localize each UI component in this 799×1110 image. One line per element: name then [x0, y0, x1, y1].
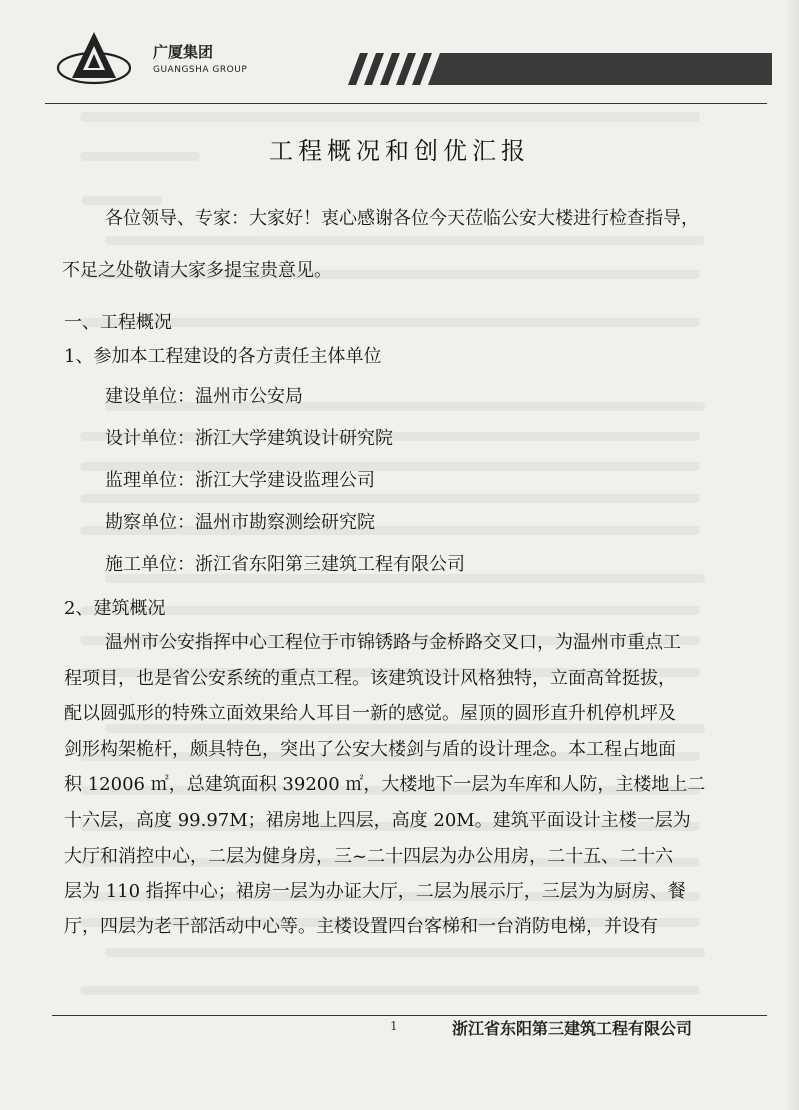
- greeting-line-1: 各位领导、专家：大家好！衷心感谢各位今天莅临公安大楼进行检查指导，: [105, 208, 699, 229]
- architecture-line: 十六层，高度 99.97M；裙房地上四层，高度 20M。建筑平面设计主楼一层为: [64, 810, 691, 831]
- header-divider: [45, 103, 767, 104]
- header-stripe-bar: [340, 53, 772, 85]
- architecture-line: 大厅和消控中心，二层为健身房，三~二十四层为办公用房，二十五、二十六: [64, 846, 674, 867]
- scan-shadow-edge: [785, 0, 799, 1110]
- brand-name-english: GUANGSHA GROUP: [153, 65, 248, 75]
- party-designer: 设计单位：浙江大学建筑设计研究院: [105, 428, 393, 449]
- subsection-heading-parties: 1、参加本工程建设的各方责任主体单位: [64, 346, 382, 367]
- architecture-line: 厅，四层为老干部活动中心等。主楼设置四台客梯和一台消防电梯，并设有: [64, 916, 658, 937]
- architecture-line: 积 12006 ㎡，总建筑面积 39200 ㎡，大楼地下一层为车库和人防，主楼地上二: [64, 774, 706, 795]
- subsection-heading-architecture: 2、建筑概况: [64, 598, 166, 619]
- architecture-line: 剑形构架桅杆，颇具特色，突出了公安大楼剑与盾的设计理念。本工程占地面: [64, 739, 676, 760]
- party-contractor: 施工单位：浙江省东阳第三建筑工程有限公司: [105, 554, 465, 575]
- party-supervisor: 监理单位：浙江大学建设监理公司: [105, 470, 375, 491]
- architecture-line: 温州市公安指挥中心工程位于市锦锈路与金桥路交叉口，为温州市重点工: [105, 632, 681, 653]
- architecture-line: 配以圆弧形的特殊立面效果给人耳目一新的感觉。屋顶的圆形直升机停机坪及: [64, 703, 676, 724]
- greeting-line-2: 不足之处敬请大家多提宝贵意见。: [62, 260, 332, 281]
- section-heading-overview: 一、工程概况: [64, 312, 172, 333]
- party-owner: 建设单位：温州市公安局: [105, 386, 303, 407]
- document-title: 工程概况和创优汇报: [269, 137, 530, 165]
- brand-name-chinese: 广厦集团: [153, 43, 214, 61]
- letterhead: [40, 20, 770, 100]
- party-surveyor: 勘察单位：温州市勘察测绘研究院: [105, 512, 375, 533]
- page-number: 1: [390, 1019, 398, 1033]
- footer-company-name: 浙江省东阳第三建筑工程有限公司: [452, 1019, 693, 1038]
- architecture-line: 程项目，也是省公安系统的重点工程。该建筑设计风格独特，立面高耸挺拔，: [64, 668, 676, 689]
- guangsha-logo-icon: [56, 28, 134, 90]
- architecture-line: 层为 110 指挥中心；裙房一层为办证大厅，二层为展示厅，三层为为厨房、餐: [64, 881, 686, 902]
